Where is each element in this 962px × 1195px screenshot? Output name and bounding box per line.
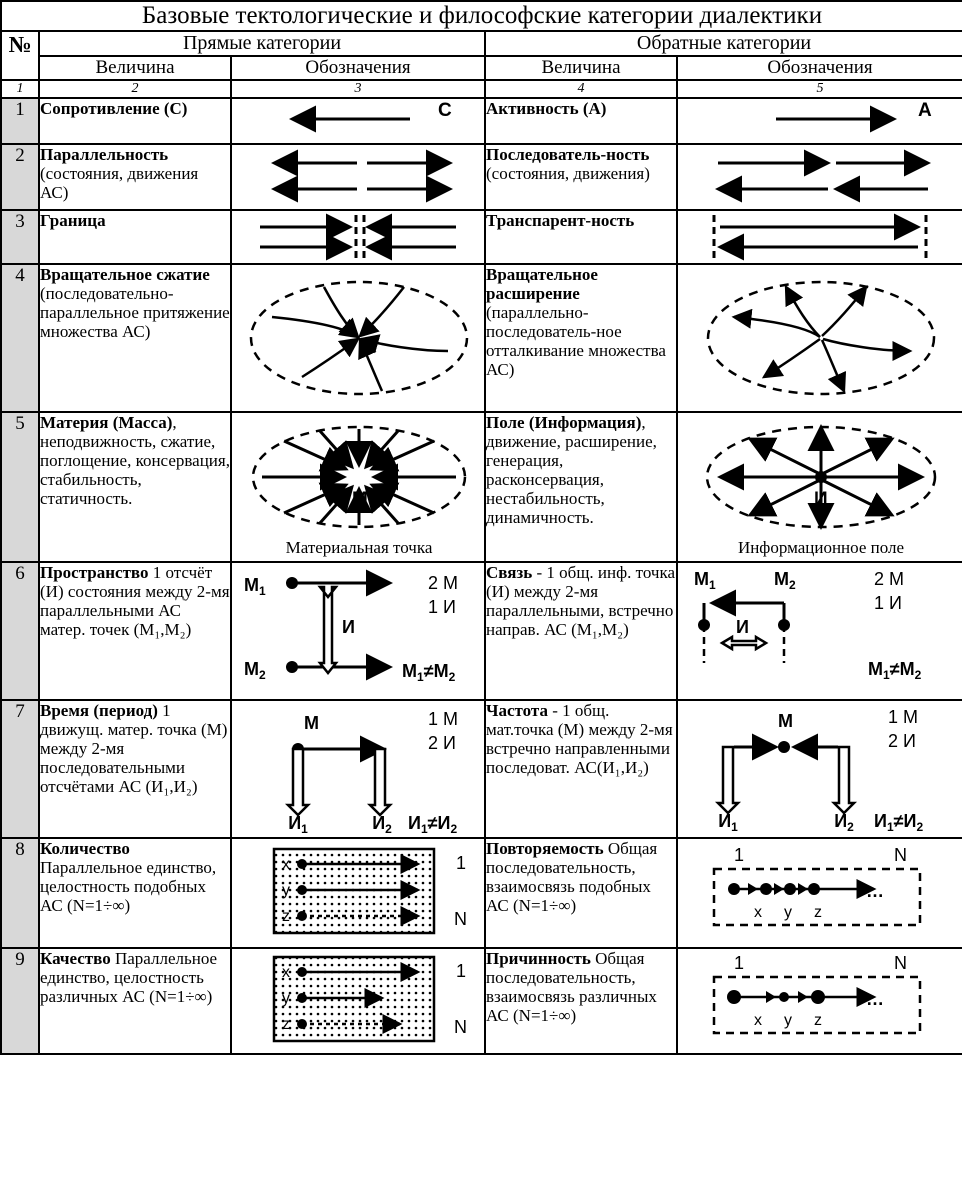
row8-inverse-desc: Общая последовательность, взаимосвязь подобных АС (N=1÷∞) xyxy=(486,839,658,916)
row1-direct-title: Сопротивление (С) xyxy=(40,99,188,118)
row3-direct-title: Граница xyxy=(40,211,106,230)
table-row xyxy=(1,210,962,264)
row1-direct-text xyxy=(39,98,231,144)
svg-text:М: М xyxy=(304,713,319,733)
svg-text:y: y xyxy=(282,882,290,899)
row6-inverse-graphic xyxy=(677,562,962,700)
row8-direct-desc: Параллельное единство, целостность подобных АС (N=1÷∞) xyxy=(40,858,217,916)
row2-direct-desc: (состояния, движения АС) xyxy=(40,164,199,203)
svg-text:z: z xyxy=(814,904,822,921)
header-num: № xyxy=(1,31,39,80)
row8-inverse-text xyxy=(485,838,677,948)
row7-direct-text xyxy=(39,700,231,838)
table-row xyxy=(1,144,962,210)
row7-inverse-text xyxy=(485,700,677,838)
row1-direct-graphic xyxy=(231,98,485,144)
row3-inverse-title: Транспарент-ность xyxy=(486,211,635,230)
svg-text:С: С xyxy=(438,100,452,121)
row5-inverse-text xyxy=(485,412,677,562)
col-index-1: 1 xyxy=(1,80,39,98)
svg-text:И1: $И_1$ xyxy=(718,811,738,834)
svg-text:N: N xyxy=(894,953,907,973)
svg-text:М1≠М2: $М_1\ne М_2$ xyxy=(868,659,922,682)
row6-direct-desc: 1 отсчёт (И) состояния между 2-мя параллельными АС матер. точек (М₁,М₂) xyxy=(40,563,230,640)
col-index-5: 5 xyxy=(677,80,962,98)
title-row xyxy=(1,1,962,31)
header-inverse-group: Обратные категории xyxy=(485,31,962,56)
row2-inverse-title: Последователь-ность xyxy=(486,145,650,164)
row-number: 3 xyxy=(1,210,39,264)
row2-direct-graphic xyxy=(231,144,485,210)
page-title: Базовые тектологические и философские категории диалектики xyxy=(1,1,962,31)
svg-text:1 М: 1 М xyxy=(888,707,919,727)
row6-direct-text xyxy=(39,562,231,700)
row3-direct-graphic xyxy=(231,210,485,264)
group-header-row xyxy=(1,31,962,56)
svg-text:x: x xyxy=(282,964,290,981)
column-index-row xyxy=(1,80,962,98)
row9-direct-title: Качество xyxy=(40,949,111,968)
svg-text:y: y xyxy=(784,1012,792,1029)
row9-direct-graphic xyxy=(231,948,485,1054)
svg-text:y: y xyxy=(784,904,792,921)
svg-text:М: М xyxy=(778,711,793,731)
table-row xyxy=(1,700,962,838)
row-number: 7 xyxy=(1,700,39,838)
row7-inverse-graphic xyxy=(677,700,962,838)
row5-direct-title: Материя (Масса) xyxy=(40,413,173,432)
svg-text:N: N xyxy=(894,845,907,865)
row5-inverse-caption: Информационное поле xyxy=(737,538,905,557)
row6-direct-title: Пространство xyxy=(40,563,149,582)
table-row xyxy=(1,948,962,1054)
table-row xyxy=(1,98,962,144)
row1-inverse-title: Активность (А) xyxy=(486,99,607,118)
svg-text:…: … xyxy=(866,881,884,901)
row5-inverse-desc: , движение, расширение, генерация, расконсервация, нестабильность, динамичность. xyxy=(486,413,657,528)
svg-text:М: М xyxy=(352,489,368,510)
row5-direct-graphic xyxy=(231,412,485,562)
table-row xyxy=(1,838,962,948)
row9-direct-desc: Параллельное единство, целостность различных АС (N=1÷∞) xyxy=(40,949,218,1007)
row6-inverse-text xyxy=(485,562,677,700)
svg-text:2 И: 2 И xyxy=(428,733,456,753)
svg-text:x: x xyxy=(754,904,762,921)
svg-text:А: А xyxy=(918,100,932,121)
row3-direct-text xyxy=(39,210,231,264)
row9-inverse-graphic xyxy=(677,948,962,1054)
svg-text:М1: $М_1$ xyxy=(694,569,716,592)
row7-direct-title: Время (период) xyxy=(40,701,158,720)
row8-direct-title: Количество xyxy=(40,839,130,858)
table-row xyxy=(1,264,962,412)
svg-text:И1≠И2: $И_1\ne И_2$ xyxy=(408,813,458,836)
row-number: 5 xyxy=(1,412,39,562)
row9-inverse-title: Причинность xyxy=(486,949,591,968)
svg-text:1 М: 1 М xyxy=(428,709,459,729)
svg-text:М1: $М_1$ xyxy=(244,575,266,598)
row6-inverse-desc: - 1 общ. инф. точка (И) между 2-мя параллельными, встречно направ. АС (М₁,М₂) xyxy=(486,563,675,640)
row5-direct-desc: , неподвижность, сжатие, поглощение, консервация, стабильность, статичность. xyxy=(40,413,230,509)
row1-inverse-text xyxy=(485,98,677,144)
svg-text:И: И xyxy=(814,489,828,510)
svg-text:И: И xyxy=(342,617,355,637)
row7-direct-desc: 1 движущ. матер. точка (М) между 2-мя последовательными отсчётами АС (И₁,И₂) xyxy=(40,701,228,797)
row-number: 9 xyxy=(1,948,39,1054)
svg-text:2 И: 2 И xyxy=(888,731,916,751)
svg-text:И2: $И_2$ xyxy=(372,813,392,836)
svg-text:М1≠М2: $М_1\ne М_2$ xyxy=(402,661,456,684)
row6-direct-graphic xyxy=(231,562,485,700)
col-index-3: 3 xyxy=(231,80,485,98)
row8-inverse-title: Повторяемость xyxy=(486,839,604,858)
svg-text:И2: $И_2$ xyxy=(834,811,854,834)
svg-text:N: N xyxy=(454,1017,467,1037)
svg-text:1: 1 xyxy=(456,961,467,981)
row4-inverse-desc: (параллельно-последователь-ное отталкивание множества АС) xyxy=(486,303,666,380)
row5-direct-text xyxy=(39,412,231,562)
svg-text:И1≠И2: $И_1\ne И_2$ xyxy=(874,811,924,834)
svg-text:y: y xyxy=(282,990,290,1007)
row2-inverse-graphic xyxy=(677,144,962,210)
row7-direct-graphic xyxy=(231,700,485,838)
row5-direct-caption: Материальная точка xyxy=(285,538,433,557)
header-direct-notation: Обозначения xyxy=(231,56,485,80)
row2-direct-title: Параллельность xyxy=(40,145,169,164)
row4-direct-title: Вращательное сжатие xyxy=(40,265,210,284)
row9-inverse-text xyxy=(485,948,677,1054)
svg-text:М2: $М_2$ xyxy=(244,659,266,682)
svg-text:И1: $И_1$ xyxy=(288,813,308,836)
row-number: 8 xyxy=(1,838,39,948)
table-row xyxy=(1,562,962,700)
svg-text:2 М: 2 М xyxy=(428,573,459,593)
svg-text:1 И: 1 И xyxy=(428,597,456,617)
svg-text:1 И: 1 И xyxy=(874,593,902,613)
row2-inverse-desc: (состояния, движения) xyxy=(486,164,650,184)
svg-text:z: z xyxy=(282,908,290,925)
row4-inverse-graphic xyxy=(677,264,962,412)
svg-text:z: z xyxy=(814,1012,822,1029)
svg-text:1: 1 xyxy=(456,853,467,873)
row9-inverse-desc: Общая последовательность, взаимосвязь различных АС (N=1÷∞) xyxy=(486,949,657,1026)
row4-direct-text xyxy=(39,264,231,412)
row3-inverse-graphic xyxy=(677,210,962,264)
col-index-4: 4 xyxy=(485,80,677,98)
row1-inverse-graphic xyxy=(677,98,962,144)
row-number: 4 xyxy=(1,264,39,412)
row4-direct-graphic xyxy=(231,264,485,412)
row5-inverse-title: Поле (Информация) xyxy=(486,413,642,432)
row2-inverse-text xyxy=(485,144,677,210)
row3-inverse-text xyxy=(485,210,677,264)
row8-inverse-graphic xyxy=(677,838,962,948)
row-number: 1 xyxy=(1,98,39,144)
header-direct-value: Величина xyxy=(39,56,231,80)
svg-text:N: N xyxy=(454,909,467,929)
svg-text:1: 1 xyxy=(734,845,745,865)
svg-text:1: 1 xyxy=(734,953,745,973)
row5-inverse-graphic xyxy=(677,412,962,562)
svg-text:x: x xyxy=(754,1012,762,1029)
svg-text:И: И xyxy=(736,617,749,637)
row7-inverse-title: Частота xyxy=(486,701,548,720)
row8-direct-graphic xyxy=(231,838,485,948)
header-inverse-notation: Обозначения xyxy=(677,56,962,80)
row2-direct-text xyxy=(39,144,231,210)
svg-text:М2: $М_2$ xyxy=(774,569,796,592)
row4-inverse-text xyxy=(485,264,677,412)
header-inverse-value: Величина xyxy=(485,56,677,80)
row9-direct-text xyxy=(39,948,231,1054)
table-row xyxy=(1,412,962,562)
row4-direct-desc: (последовательно-параллельное притяжение множества АС) xyxy=(40,284,230,342)
row6-inverse-title: Связь xyxy=(486,563,533,582)
svg-text:2 М: 2 М xyxy=(874,569,905,589)
row4-inverse-title: Вращательное расширение xyxy=(486,265,598,304)
row7-inverse-desc: - 1 общ. мат.точка (М) между 2-мя встречно направленными последоват. АС(И₁,И₂) xyxy=(486,701,673,778)
svg-text:x: x xyxy=(282,856,290,873)
row8-direct-text xyxy=(39,838,231,948)
row-number: 6 xyxy=(1,562,39,700)
header-direct-group: Прямые категории xyxy=(39,31,485,56)
column-header-row xyxy=(1,56,962,80)
svg-text:z: z xyxy=(282,1016,290,1033)
col-index-2: 2 xyxy=(39,80,231,98)
row-number: 2 xyxy=(1,144,39,210)
svg-text:…: … xyxy=(866,989,884,1009)
